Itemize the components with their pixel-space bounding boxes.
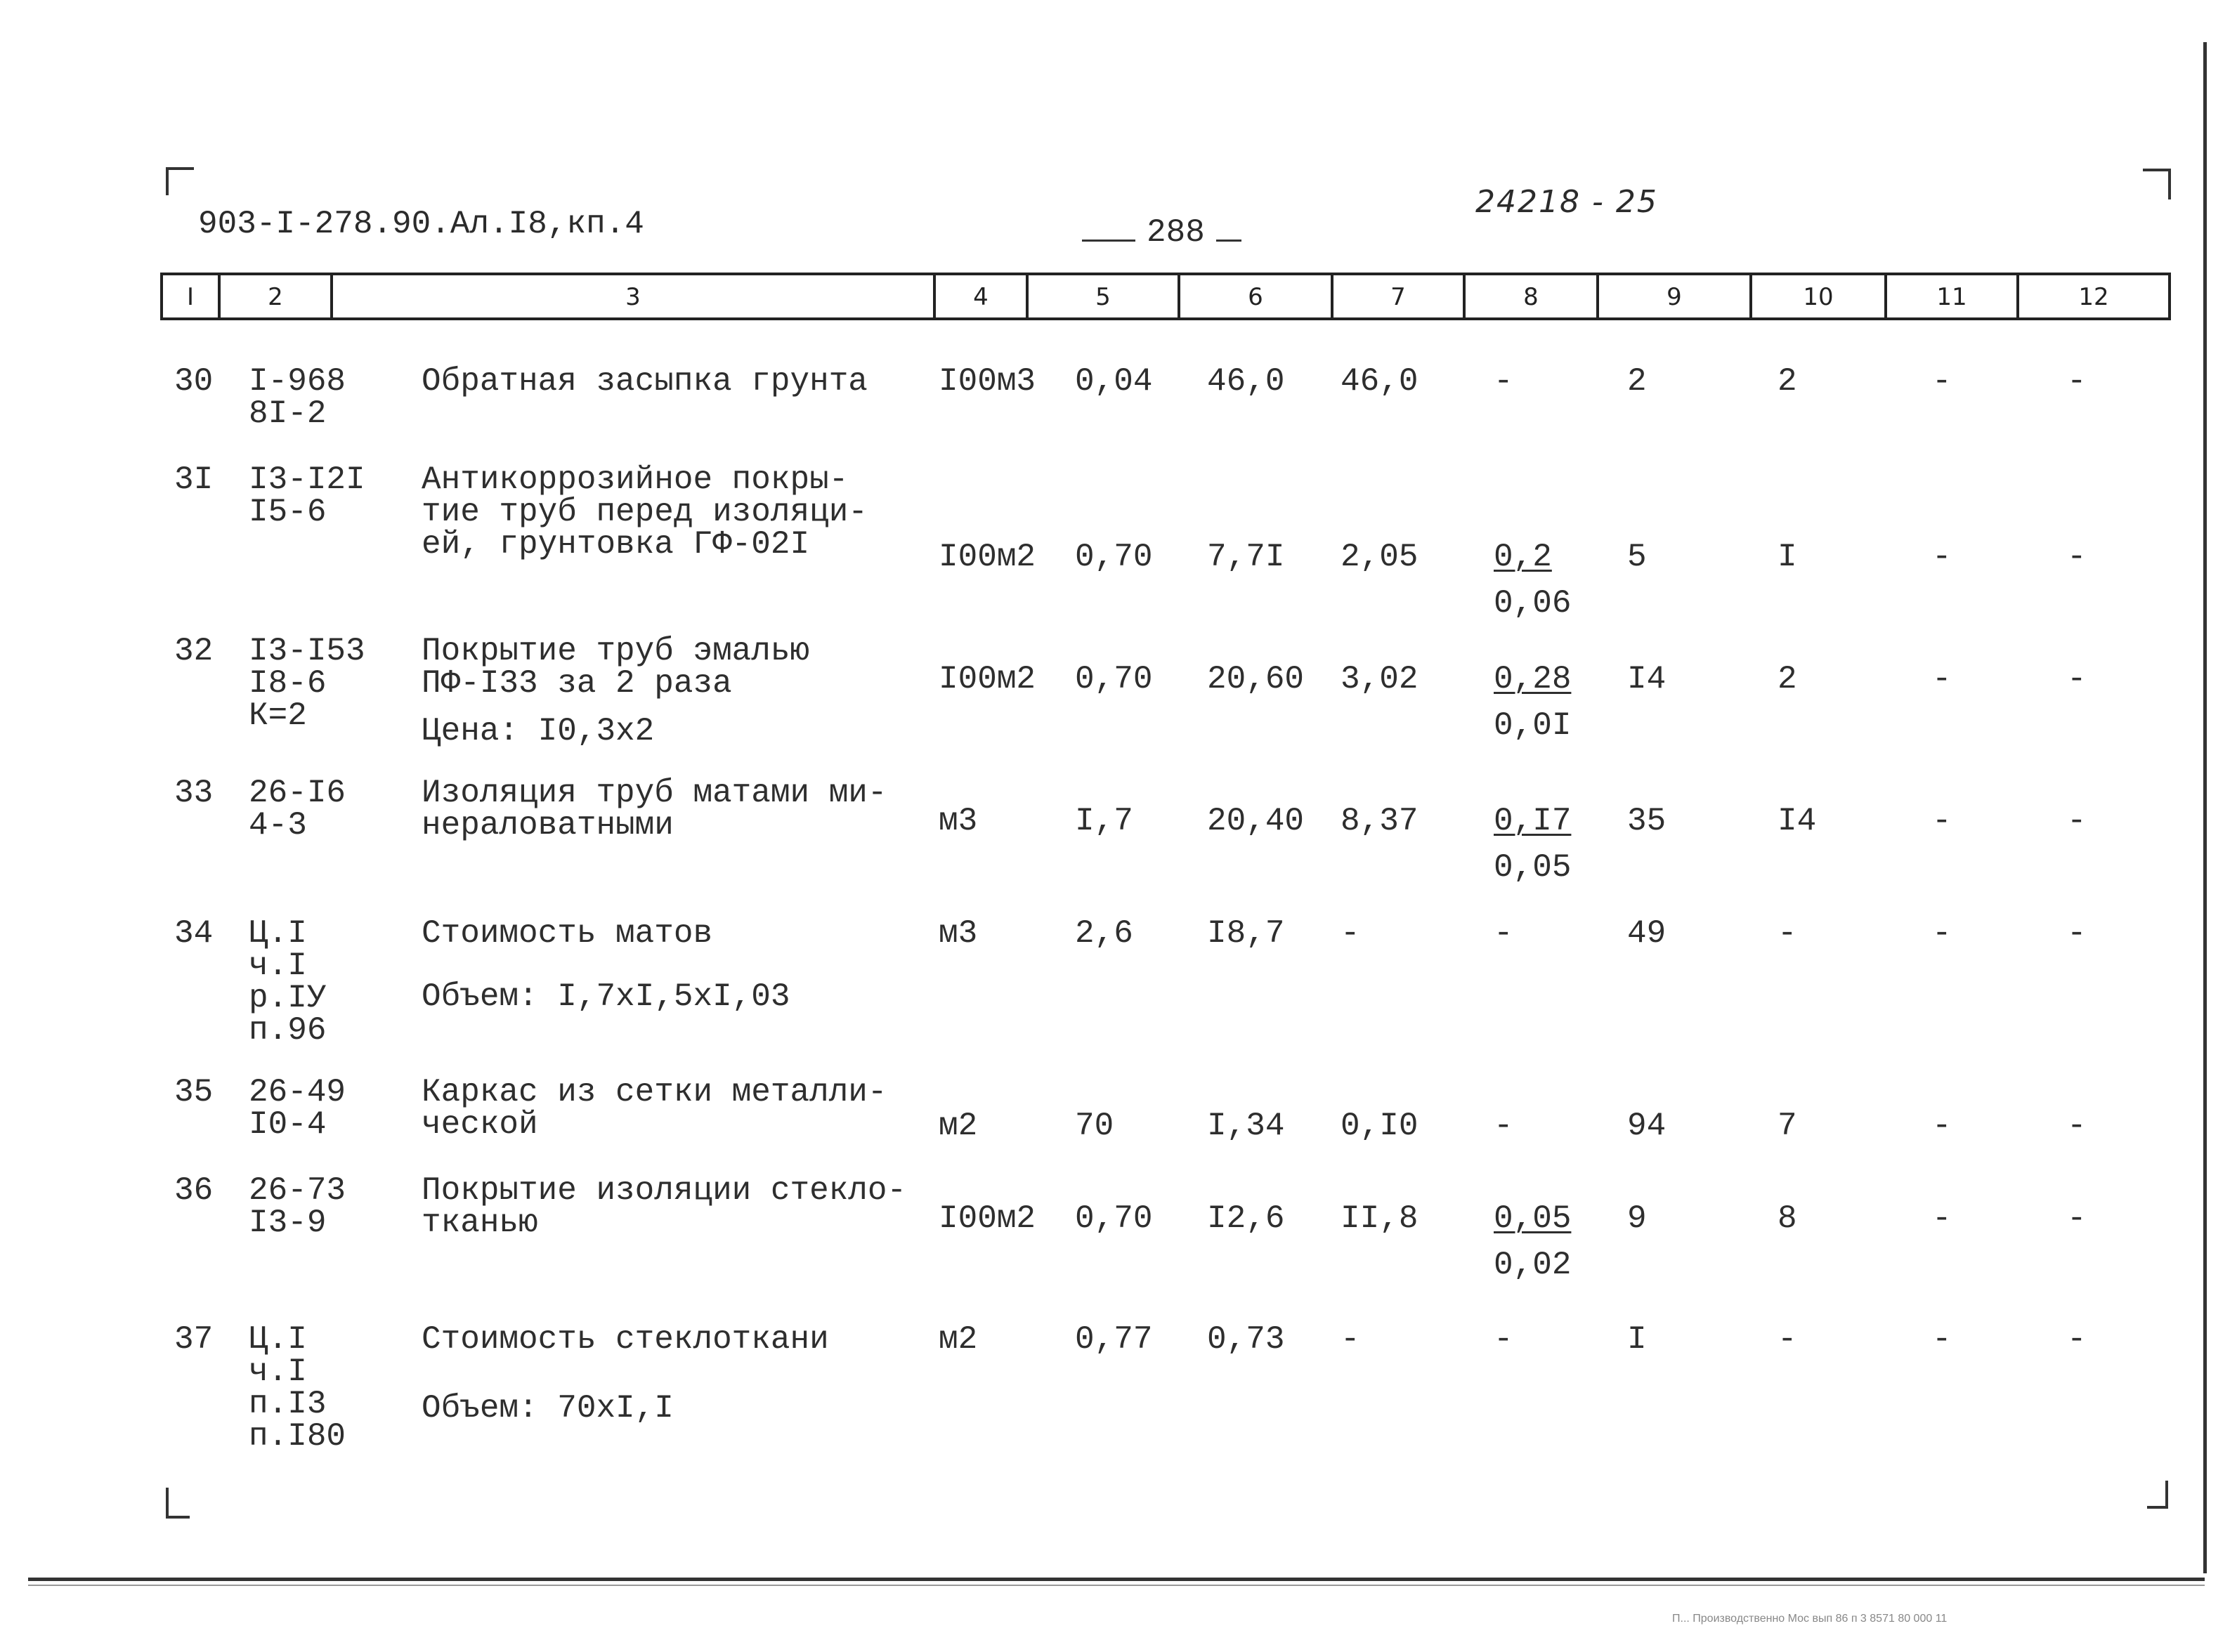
rate-code-line: п.96 [249, 1012, 327, 1049]
quantity-cell: 70 [1075, 1108, 1114, 1144]
total-cost-cell: I4 [1627, 661, 1667, 697]
rate-code-line: 26-73 [249, 1172, 346, 1209]
total-extra-cell: - [2067, 1321, 2087, 1358]
page-number-block [1082, 216, 1241, 249]
rate-code-line: 26-I6 [249, 775, 346, 811]
description-line: Обратная засыпка грунта [422, 363, 868, 400]
description-note: Объем: 70хI,I [422, 1390, 674, 1427]
quantity-cell: 0,70 [1075, 661, 1153, 697]
machine-wage-cell: 0,05 [1494, 849, 1572, 886]
unit-cost-cell: I8,7 [1207, 915, 1285, 952]
total-machine-cell: - [1932, 803, 1952, 839]
description-line: ческой [422, 1106, 538, 1143]
total-extra-cell: - [2067, 1200, 2087, 1237]
machine-cost-cell: - [1494, 915, 1513, 952]
description-line: тканью [422, 1205, 538, 1241]
total-wage-cell: 2 [1778, 661, 1797, 697]
total-wage-cell: - [1778, 915, 1797, 952]
rate-code-line: п.I3 [249, 1386, 327, 1422]
rate-code-line: I8-6 [249, 665, 327, 702]
total-wage-cell: - [1778, 1321, 1797, 1358]
description-line: Стоимость матов [422, 915, 713, 952]
wage-cost-cell: II,8 [1341, 1200, 1418, 1237]
machine-cost-cell: 0,05 [1494, 1200, 1572, 1237]
description-line: Стоимость стеклоткани [422, 1321, 829, 1358]
total-machine-cell: - [1932, 363, 1952, 400]
machine-wage-cell: 0,06 [1494, 585, 1572, 622]
corner-mark-top-right [2143, 169, 2171, 199]
header-top-line [160, 273, 2171, 275]
corner-mark-top-left [166, 167, 194, 195]
machine-wage-cell: 0,0I [1494, 707, 1572, 744]
total-cost-cell: 5 [1627, 539, 1647, 575]
rate-code-line: I0-4 [249, 1106, 327, 1143]
column-header-7: 7 [1390, 282, 1406, 311]
unit-cost-cell: I2,6 [1207, 1200, 1285, 1237]
rate-code-line: Ц.I [249, 915, 307, 952]
column-header-8: 8 [1523, 282, 1539, 311]
rate-code-line: р.IУ [249, 980, 327, 1016]
total-wage-cell: I4 [1778, 803, 1817, 839]
corner-mark-bottom-left [166, 1488, 190, 1519]
unit-cell: I00м2 [939, 539, 1036, 575]
machine-cost-cell: 0,I7 [1494, 803, 1572, 839]
bottom-border-line [28, 1578, 2205, 1581]
total-cost-cell: 2 [1627, 363, 1647, 400]
document-code: 903-I-278.90.Ал.I8,кп.4 [198, 206, 644, 242]
description-note: Цена: I0,3х2 [422, 713, 655, 749]
column-header-10: 10 [1803, 282, 1834, 311]
handwritten-number: 24218 - 25 [1475, 184, 1658, 220]
total-cost-cell: 49 [1627, 915, 1667, 952]
description-note: Объем: I,7хI,5хI,03 [422, 978, 790, 1015]
unit-cell: I00м2 [939, 661, 1036, 697]
row-number: 3I [174, 461, 214, 498]
unit-cell: м3 [939, 915, 978, 952]
total-machine-cell: - [1932, 1321, 1952, 1358]
unit-cost-cell: I,34 [1207, 1108, 1285, 1144]
column-header-1: I [186, 282, 195, 311]
unit-cost-cell: 0,73 [1207, 1321, 1285, 1358]
wage-cost-cell: 3,02 [1341, 661, 1418, 697]
column-header-2: 2 [268, 282, 283, 311]
description-line: Покрытие труб эмалью [422, 633, 810, 669]
description-line: Изоляция труб матами ми- [422, 775, 887, 811]
rate-code-line: Ц.I [249, 1321, 307, 1358]
machine-wage-cell: 0,02 [1494, 1247, 1572, 1283]
machine-cost-cell: - [1494, 1108, 1513, 1144]
machine-cost-cell: 0,2 [1494, 539, 1552, 575]
column-header-12: 12 [2078, 282, 2109, 311]
rate-code-line: I5-6 [249, 494, 327, 530]
unit-cost-cell: 20,60 [1207, 661, 1305, 697]
total-extra-cell: - [2067, 915, 2087, 952]
page-number: 288 [1147, 214, 1205, 251]
total-wage-cell: I [1778, 539, 1797, 575]
corner-mark-bottom-right [2147, 1481, 2168, 1509]
total-wage-cell: 2 [1778, 363, 1797, 400]
right-border-line [2203, 42, 2207, 1573]
machine-cost-cell: 0,28 [1494, 661, 1572, 697]
wage-cost-cell: - [1341, 1321, 1360, 1358]
quantity-cell: 2,6 [1075, 915, 1133, 952]
column-header-6: 6 [1248, 282, 1263, 311]
total-machine-cell: - [1932, 915, 1952, 952]
description-line: Каркас из сетки металли- [422, 1074, 887, 1110]
rate-code-line: I-968 [249, 363, 346, 400]
unit-cost-cell: 20,40 [1207, 803, 1305, 839]
rate-code-line: ч.I [249, 1353, 307, 1390]
header-bottom-line [160, 317, 2171, 320]
column-header-5: 5 [1095, 282, 1111, 311]
total-cost-cell: I [1627, 1321, 1647, 1358]
total-cost-cell: 9 [1627, 1200, 1647, 1237]
rate-code-line: I3-9 [249, 1205, 327, 1241]
row-number: 30 [174, 363, 214, 400]
rate-code-line: I3-I53 [249, 633, 365, 669]
row-number: 37 [174, 1321, 214, 1358]
total-wage-cell: 7 [1778, 1108, 1797, 1144]
rate-code-line: ч.I [249, 948, 307, 984]
rate-code-line: I3-I2I [249, 461, 365, 498]
total-cost-cell: 94 [1627, 1108, 1667, 1144]
unit-cell: м2 [939, 1108, 978, 1144]
unit-cost-cell: 46,0 [1207, 363, 1285, 400]
wage-cost-cell: 0,I0 [1341, 1108, 1418, 1144]
total-machine-cell: - [1932, 661, 1952, 697]
quantity-cell: 0,04 [1075, 363, 1153, 400]
description-line: ПФ-I33 за 2 раза [422, 665, 732, 702]
unit-cell: м2 [939, 1321, 978, 1358]
wage-cost-cell: - [1341, 915, 1360, 952]
page-dash-left [1082, 240, 1135, 242]
column-header-9: 9 [1667, 282, 1682, 311]
total-wage-cell: 8 [1778, 1200, 1797, 1237]
rate-code-line: 26-49 [249, 1074, 346, 1110]
quantity-cell: 0,70 [1075, 539, 1153, 575]
bottom-border-line-thin [28, 1585, 2205, 1586]
column-header-11: 11 [1936, 282, 1967, 311]
row-number: 36 [174, 1172, 214, 1209]
total-machine-cell: - [1932, 1200, 1952, 1237]
quantity-cell: I,7 [1075, 803, 1133, 839]
total-extra-cell: - [2067, 363, 2087, 400]
row-number: 35 [174, 1074, 214, 1110]
unit-cell: I00м3 [939, 363, 1036, 400]
unit-cell: I00м2 [939, 1200, 1036, 1237]
rate-code-line: К=2 [249, 697, 307, 734]
description-line: тие труб перед изоляци- [422, 494, 868, 530]
description-line: нераловатными [422, 807, 674, 844]
total-machine-cell: - [1932, 539, 1952, 575]
total-extra-cell: - [2067, 661, 2087, 697]
wage-cost-cell: 46,0 [1341, 363, 1418, 400]
machine-cost-cell: - [1494, 363, 1513, 400]
wage-cost-cell: 8,37 [1341, 803, 1418, 839]
total-extra-cell: - [2067, 1108, 2087, 1144]
rate-code-line: 4-3 [249, 807, 307, 844]
row-number: 34 [174, 915, 214, 952]
total-cost-cell: 35 [1627, 803, 1667, 839]
column-header-4: 4 [973, 282, 989, 311]
machine-cost-cell: - [1494, 1321, 1513, 1358]
quantity-cell: 0,77 [1075, 1321, 1153, 1358]
description-line: ей, грунтовка ГФ-02I [422, 526, 810, 563]
description-line: Покрытие изоляции стекло- [422, 1172, 907, 1209]
rate-code-line: п.I80 [249, 1418, 346, 1455]
unit-cost-cell: 7,7I [1207, 539, 1285, 575]
description-line: Антикоррозийное покры- [422, 461, 849, 498]
total-extra-cell: - [2067, 539, 2087, 575]
page-dash-right [1216, 240, 1241, 242]
wage-cost-cell: 2,05 [1341, 539, 1418, 575]
rate-code-line: 8I-2 [249, 395, 327, 432]
total-machine-cell: - [1932, 1108, 1952, 1144]
header-divider [2168, 275, 2171, 319]
footer-text: П... Производственно Мос вып 86 п 3 8571 80 000 11 [1672, 1613, 1948, 1625]
row-number: 33 [174, 775, 214, 811]
quantity-cell: 0,70 [1075, 1200, 1153, 1237]
row-number: 32 [174, 633, 214, 669]
column-header-3: 3 [625, 282, 641, 311]
total-extra-cell: - [2067, 803, 2087, 839]
unit-cell: м3 [939, 803, 978, 839]
